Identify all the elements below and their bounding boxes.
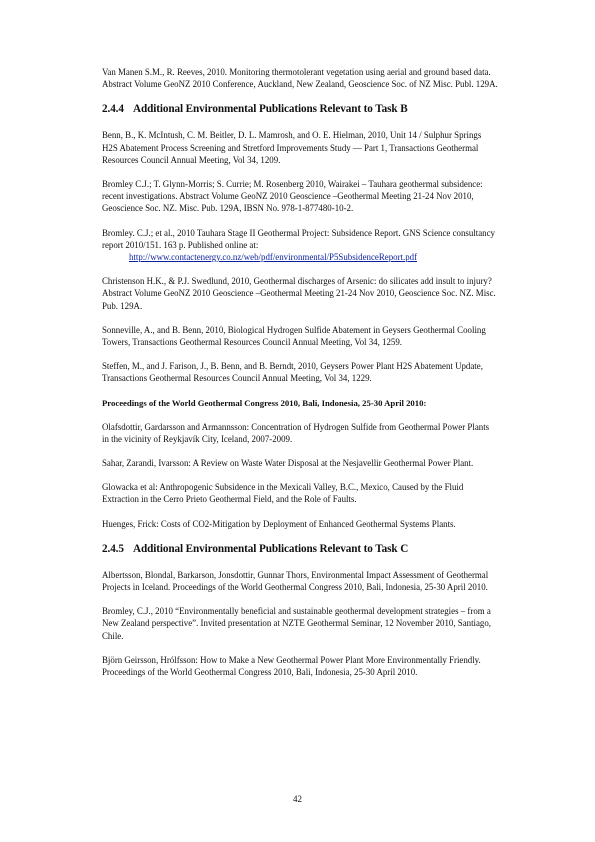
section-title: Additional Environmental Publications Relevant to Task C (133, 542, 409, 555)
report-link[interactable]: http://www.contactenergy.co.nz/web/pdf/environmental/P5SubsidenceReport.pdf (129, 252, 418, 263)
reference-entry: Van Manen S.M., R. Reeves, 2010. Monitoring thermotolerant vegetation using aerial and ground based data. Abstract Volume GeoNZ 2010 Conference, Auckland, New Zealand, Geoscience Soc. of NZ Misc. Publ. 129A. (102, 67, 498, 90)
reference-entry: Huenges, Frick: Costs of CO2-Mitigation by Deployment of Enhanced Geothermal Systems Plants. (102, 518, 456, 529)
section-title: Additional Environmental Publications Relevant to Task B (133, 103, 408, 116)
reference-entry: Benn, B., K. McIntush, C. M. Beitler, D. L. Mamrosh, and O. E. Hielman, 2010, Unit 14 / Sulphur Springs H2S Abatement Process Screening and Stretford Improvements Study — Part 1, Transactions Geothermal Resources Council Annual Meeting, Vol 34, 1209. (102, 130, 482, 165)
document-page (102, 66, 498, 690)
section-heading-task-c (102, 542, 498, 556)
reference-entry: Björn Geirsson, Hrólfsson: How to Make a New Geothermal Power Plant More Environmentally Friendly. Proceedings of the World Geothermal Congress 2010, Bali, Indonesia, 25-30 April 2010. (102, 654, 481, 678)
reference-entry: Sonneville, A., and B. Benn, 2010, Biological Hydrogen Sulfide Abatement in Geysers Geothermal Cooling Towers, Transactions Geothermal Resources Council Annual Meeting, Vol 34, 1259. (102, 324, 486, 348)
reference-entry: Bromley, C.J., 2010 “Environmentally beneficial and sustainable geothermal development strategies – from a New Zealand perspective”. Invited presentation at NZTE Geothermal Seminar, 12 November 2010, Santiago, Chile. (102, 606, 492, 641)
reference-entry: Glowacka et al: Anthropogenic Subsidence in the Mexicali Valley, B.C., Mexico, Caused by the Fluid Extraction in the Cerro Prieto Geothermal Field, and the Role of Faults. (102, 482, 464, 505)
reference-entry: Sahar, Zarandi, Ivarsson: A Review on Waste Water Disposal at the Nesjavellir Geothermal Power Plant. (102, 458, 474, 469)
reference-entry-with-link (102, 227, 498, 264)
reference-entry: Steffen, M., and J. Farison, J., B. Benn, and B. Berndt, 2010, Geysers Power Plant H2S Abatement Update, Transactions Geothermal Resources Council Annual Meeting, Vol 34, 1229. (102, 361, 483, 384)
reference-entry: Christenson H.K., & P.J. Swedlund, 2010, Geothermal discharges of Arsenic: do silicates add insult to injury? Abstract Volume GeoNZ 2010 Geoscience –Geothermal Meeting 21-24 Nov 2010, Geoscience Soc. NZ. Misc. Pub. 129A. (102, 276, 496, 311)
reference-entry: Bromley C.J.; T. Glynn-Morris; S. Currie; M. Rosenberg 2010, Wairakei – Tauhara geothermal subsidence: recent investigations. Abstract Volume GeoNZ 2010 Geoscience –Geothermal Meeting 21-24 Nov 2010, Geoscience Soc. NZ. Misc. Pub. 129A, IBSN No. 978-1-877480-10-2. (102, 179, 483, 214)
section-number: 2.4.4 (102, 103, 124, 116)
section-heading-task-b (102, 102, 498, 116)
reference-entry: Olafsdottir, Gardarsson and Armannsson: Concentration of Hydrogen Sulfide from Geothermal Power Plants in the vicinity of Reykjavík City, Iceland, 2007-2009. (102, 421, 490, 444)
wgc-proceedings-heading: Proceedings of the World Geothermal Congress 2010, Bali, Indonesia, 25-30 April 2010: (102, 397, 427, 408)
reference-text: Bromley. C.J.; et al., 2010 Tauhara Stage II Geothermal Project: Subsidence Report. GNS Science consultancy report 2010/151. 163 p. Published online at: (102, 227, 495, 250)
page-number: 42 (293, 794, 302, 804)
reference-entry: Albertsson, Blondal, Barkarson, Jonsdottir, Gunnar Thors, Environmental Impact Assessment of Geothermal Projects in Iceland. Proceedings of the World Geothermal Congress 2010, Bali, Indonesia, 25-30 April 2010. (102, 569, 489, 593)
section-number: 2.4.5 (102, 542, 124, 555)
